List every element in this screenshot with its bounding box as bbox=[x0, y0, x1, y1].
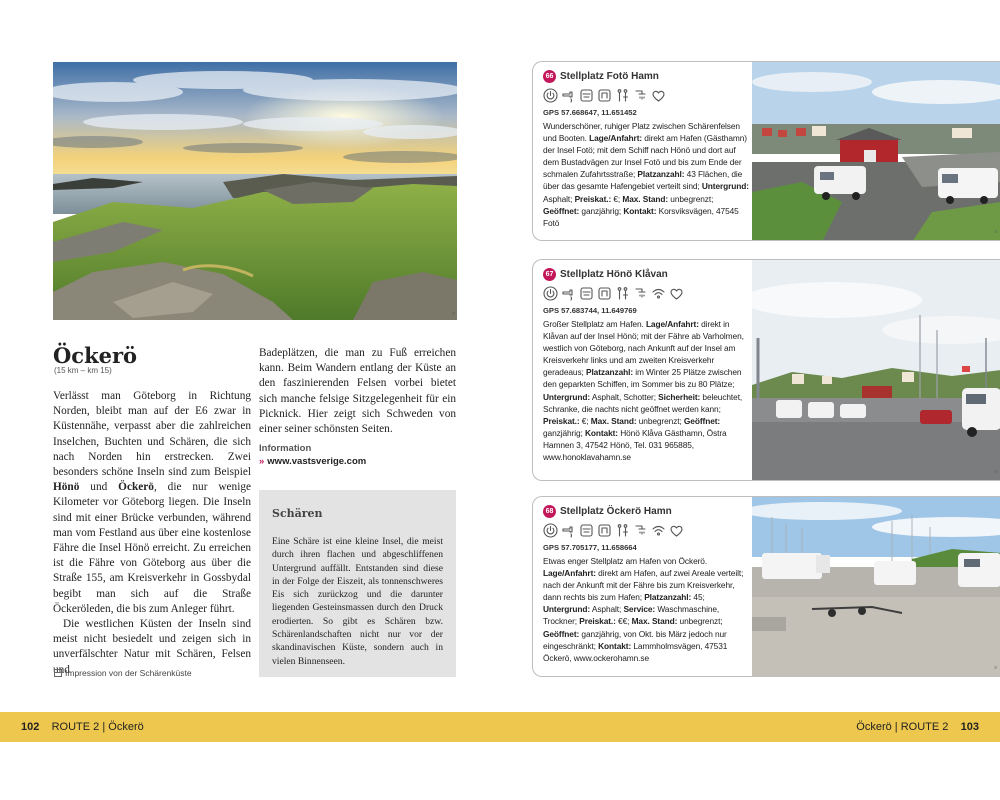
campsite-card-text bbox=[533, 260, 751, 480]
route-label-right: ROUTE 2 bbox=[900, 721, 949, 733]
restroom-icon bbox=[615, 286, 630, 301]
page-footer bbox=[0, 712, 1000, 742]
toilet-disposal-icon bbox=[597, 88, 612, 103]
page-number-left: 102 bbox=[21, 721, 40, 733]
information-url[interactable]: www.vastsverige.com bbox=[267, 456, 367, 467]
info-box-schaeren bbox=[259, 490, 456, 677]
bold-ockero: Öckerö bbox=[118, 481, 154, 494]
wifi-icon bbox=[651, 286, 666, 301]
pet-icon bbox=[669, 286, 684, 301]
wifi-icon bbox=[651, 523, 666, 538]
info-box-title: Schären bbox=[272, 507, 323, 520]
information-link[interactable] bbox=[259, 456, 366, 467]
campsite-card-title bbox=[543, 268, 751, 281]
gps-coordinates: GPS 57.668647, 11.651452 bbox=[543, 108, 637, 117]
hero-photo-skerry-coast bbox=[53, 62, 457, 320]
link-arrow-icon: » bbox=[259, 456, 265, 467]
gps-coordinates: GPS 57.705177, 11.658664 bbox=[543, 543, 637, 552]
power-icon bbox=[543, 523, 558, 538]
campsite-card-66 bbox=[532, 61, 1000, 241]
shower-icon bbox=[633, 88, 648, 103]
amenity-icons bbox=[543, 523, 751, 538]
campsite-photo-foto-hamn bbox=[752, 62, 1000, 240]
campsite-description: Etwas enger Stellplatz am Hafen von Öckerö. Lage/Anfahrt: direkt am Hafen, auf zwei Areale verteilt; nach der Ankunft mit der Fähre bis zum Kreisverkehr, dann rechts bis zum Hafen; Platzanzahl: 45; Untergrund: Asphalt; Service: Waschmaschine, Trockner; Preiskat.: €€; Max. Stand: unbegrenzt; Geöffnet: ganzjährig, von Okt. bis März jedoch nur eingeschränkt; Kontakt: Lammholmsvägen, 47531 Öckerö, www.ockerohamn.se bbox=[543, 556, 744, 663]
amenity-icons bbox=[543, 286, 751, 301]
distance-note: (15 km – km 15) bbox=[54, 366, 112, 375]
bold-hono: Hönö bbox=[53, 481, 80, 494]
water-tap-icon bbox=[561, 88, 576, 103]
campsite-number-badge: 68 bbox=[543, 505, 556, 518]
photo-caption bbox=[54, 668, 192, 678]
photo-credit: © bbox=[993, 469, 998, 474]
photo-credit: © bbox=[993, 665, 998, 670]
place-label-right: Öckerö bbox=[856, 721, 892, 733]
campsite-number-badge: 67 bbox=[543, 268, 556, 281]
body-column-1 bbox=[53, 389, 251, 678]
campsite-description: Großer Stellplatz am Hafen. Lage/Anfahrt: direkt in Klåvan auf der Insel Hönö; mit der Fähre ab Varholmen, westlich von Göteborg, nach Ankunft auf der Insel am Kreisverkehr links und am zweiten Kreisverkehr geradeaus; Platzanzahl: im Winter 25 Plätze zwischen den geparkten Schiffen, im Sommer bis zu 80 Plätze; Untergrund: Asphalt, Schotter; Sicherheit: beleuchtet, Schranke, die nachts nicht geöffnet werden kann; Preiskat.: €; Max. Stand: unbegrenzt; Geöffnet: ganzjährig; Kontakt: Hönö Klåva Gästhamn, Östra Hamnen 3, 47542 Hönö, Tel. 031 965885, www.honoklavahamn.se bbox=[543, 319, 744, 463]
page-title: Öckerö bbox=[53, 343, 138, 368]
gps-coordinates: GPS 57.683744, 11.649769 bbox=[543, 306, 637, 315]
sunset-skerry-illustration bbox=[53, 62, 457, 320]
harbour-photo-illustration bbox=[752, 62, 1000, 240]
shower-icon bbox=[633, 286, 648, 301]
campsite-card-title bbox=[543, 505, 751, 518]
photo-credit: © bbox=[993, 229, 998, 234]
photo-credit: © bbox=[451, 311, 456, 316]
body-column-2: Badeplätzen, die man zu Fuß erreichen kann. Beim Wandern entlang der Küste an den faszinierenden Felsen vorbei bietet sich manche felsige Sitzgelegenheit für ein Picknick. Hier zeigt sich Schweden von einer seiner schönsten Seiten. bbox=[259, 347, 456, 436]
pet-icon bbox=[651, 88, 666, 103]
photo-caption-icon bbox=[54, 669, 62, 677]
route-label-left: ROUTE 2 bbox=[51, 721, 100, 733]
campsite-card-text bbox=[533, 497, 751, 676]
campsite-card-text bbox=[533, 62, 751, 240]
info-box-text: Eine Schäre ist eine kleine Insel, die meist durch ihren flachen und abgeschliffenen Untergrund auffällt. Entstanden sind diese in der Folge der Eiszeit, als tonnenschweres Eis sich zurückzog und die darunter liegenden Gesteinsmassen durch den Druck erodierten. So gibt es Schären bzw. Schärenlandschaften nicht nur vor der skandinavischen Küste, sondern auch in vielen Binnenseen. bbox=[272, 536, 443, 667]
campsite-name: Stellplatz Hönö Klåvan bbox=[560, 269, 668, 280]
campsite-card-68 bbox=[532, 496, 1000, 677]
waste-disposal-icon bbox=[579, 523, 594, 538]
campsite-name: Stellplatz Fotö Hamn bbox=[560, 71, 659, 82]
page-number-right: 103 bbox=[960, 721, 979, 733]
campsite-photo-ockero-hamn bbox=[752, 497, 1000, 676]
amenity-icons bbox=[543, 88, 751, 103]
toilet-disposal-icon bbox=[597, 286, 612, 301]
restroom-icon bbox=[615, 523, 630, 538]
place-label-left: Öckerö bbox=[108, 721, 144, 733]
power-icon bbox=[543, 88, 558, 103]
waste-disposal-icon bbox=[579, 88, 594, 103]
campsite-card-67 bbox=[532, 259, 1000, 481]
harbour-lot-photo-illustration bbox=[752, 497, 1000, 676]
water-tap-icon bbox=[561, 523, 576, 538]
footer-left: 102 ROUTE 2 | Öckerö bbox=[21, 721, 144, 733]
campsite-description: Wunderschöner, ruhiger Platz zwischen Schärenfelsen und Booten. Lage/Anfahrt: direkt am Hafen (Gästhamn) der Insel Fotö; mit dem Schiff nach Hönö und dort auf dem Bustadvägen zur Insel Fotö und bis zum Ende der schmalen Zufahrtsstraße; Platzanzahl: 43 Flächen, die über das gesamte Hafengebiet verteilt sind; Untergrund: Asphalt; Preiskat.: €; Max. Stand: unbegrenzt; Geöffnet: ganzjährig; Kontakt: Korsviksvägen, 47545 Fotö bbox=[543, 121, 749, 228]
campsite-card-title bbox=[543, 70, 751, 83]
campsite-number-badge: 66 bbox=[543, 70, 556, 83]
marina-photo-illustration bbox=[752, 260, 1000, 480]
campsite-photo-hono-klavan bbox=[752, 260, 1000, 480]
photo-caption-text: Impression von der Schärenküste bbox=[65, 668, 192, 678]
paragraph-1: Verlässt man Göteborg in Richtung Norden, bleibt man auf der E6 zwar in Küstennähe, verpasst aber die zahlreichen Inselchen, Buchten und Schären, die sich nach Norden hin erstrecken. Zwei besonders schöne Inseln sind zum Beispiel Hönö und Öckerö, die nur wenige Kilometer vor Göteborg liegen. Die Inseln sind mit einer Brücke verbunden, während man vom Festland aus über eine kostenlose Fähre die Insel Hönö erreicht. Zu erreichen ist die Fähre von Göteborg aus über die Straße 155, am Kreisverkehr in Gossbydal begibt man sich auf die Straße Öckeröleden, die bis zum Anleger führt. bbox=[53, 390, 252, 615]
toilet-disposal-icon bbox=[597, 523, 612, 538]
pet-icon bbox=[669, 523, 684, 538]
campsite-name: Stellplatz Öckerö Hamn bbox=[560, 506, 672, 517]
paragraph-2: Die westlichen Küsten der Inseln sind meist nicht besiedelt und zeigen sich in unverfälschter Natur mit Schären, Felsen und bbox=[53, 618, 251, 676]
footer-right: Öckerö | ROUTE 2 103 bbox=[856, 721, 979, 733]
waste-disposal-icon bbox=[579, 286, 594, 301]
water-tap-icon bbox=[561, 286, 576, 301]
shower-icon bbox=[633, 523, 648, 538]
restroom-icon bbox=[615, 88, 630, 103]
information-heading: Information bbox=[259, 443, 312, 454]
power-icon bbox=[543, 286, 558, 301]
